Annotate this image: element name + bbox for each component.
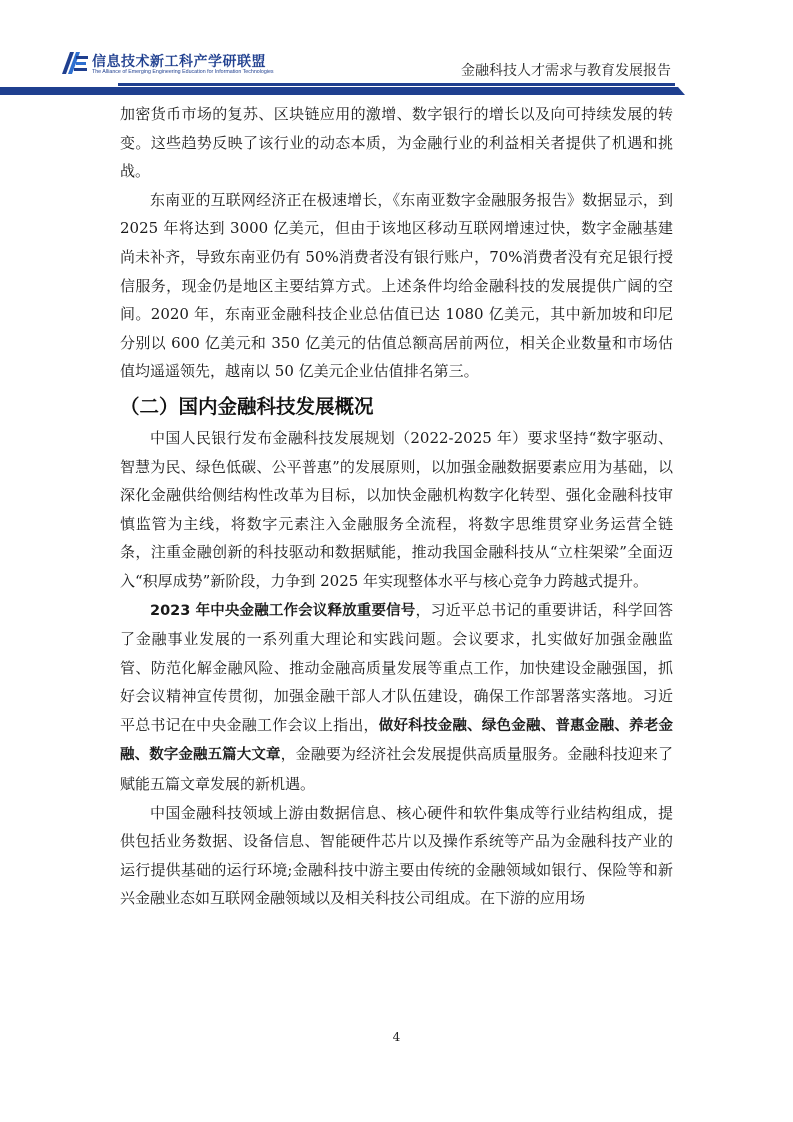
paragraph-4-bold-lead: 2023 年中央金融工作会议释放重要信号 <box>150 602 416 619</box>
alliance-logo <box>60 48 274 80</box>
paragraph-2: 东南亚的互联网经济正在极速增长，《东南亚数字金融服务报告》数据显示，到 2025 年将达到 3000 亿美元，但由于该地区移动互联网增速过快，数字金融基建尚未补齐，导致东南亚仍有 50%消费者没有银行账户，70%消费者没有充足银行授信服务，现金仍是地区主要结算方式。上述条件均给金融科技的发展提供广阔的空间。2020 年，东南亚金融科技企业总估值已达 1080 亿美元，其中新加坡和印尼分别以 600 亿美元和 350 亿美元的估值总额高居前两位，相关企业数量和市场估值均遥遥领先，越南以 50 亿美元企业估值排名第三。 <box>120 190 673 381</box>
header-rule-tail <box>675 87 685 95</box>
paragraph-4 <box>120 596 673 799</box>
logo-english-name: The Alliance of Emerging Engineering Education for Information Technologies <box>92 69 274 75</box>
logo-chinese-name: 信息技术新工科产学研联盟 <box>92 54 266 70</box>
paragraph-4-text-b: ，金融要为经济社会发展提供高质量服务。金融科技迎来了赋能五篇文章发展的新机遇。 <box>120 745 674 794</box>
alliance-logo-icon <box>60 50 90 76</box>
report-title: 金融科技人才需求与教育发展报告 <box>461 63 671 79</box>
paragraph-5: 中国金融科技领域上游由数据信息、核心硬件和软件集成等行业结构组成，提供包括业务数据、设备信息、智能硬件芯片以及操作系统等产品为金融科技产业的运行提供基础的运行环境;金融科技中游主要由传统的金融领域如银行、保险等和新兴金融业态如互联网金融领域以及相关科技公司组成。在下游的应用场 <box>120 803 673 908</box>
section-heading: （二）国内金融科技发展概况 <box>120 394 374 418</box>
page-body <box>120 100 673 913</box>
page-header <box>0 0 793 100</box>
header-rule-thin <box>118 83 675 86</box>
paragraph-3: 中国人民银行发布金融科技发展规划（2022-2025 年）要求坚持“数字驱动、智慧为民、绿色低碳、公平普惠”的发展原则，以加强金融数据要素应用为基础，以深化金融供给侧结构性改革为目标，以加快金融机构数字化转型、强化金融科技审慎监管为主线，将数字元素注入金融服务全流程，将数字思维贯穿业务运营全链条，注重金融创新的科技驱动和数据赋能，推动我国金融科技从“立柱架梁”全面迈入“积厚成势”新阶段，力争到 2025 年实现整体水平与核心竞争力跨越式提升。 <box>120 428 673 590</box>
header-rule-thick <box>0 87 675 95</box>
paragraph-4-text-a: ，习近平总书记的重要讲话，科学回答了金融事业发展的一系列重大理论和实践问题。会议要求，扎实做好加强金融监管、防范化解金融风险、推动金融高质量发展等重点工作，加快建设金融强国，抓好会议精神宣传贯彻，加强金融干部人才队伍建设，确保工作部署落实落地。习近平总书记在中央金融工作会议上指出， <box>120 600 673 734</box>
paragraph-4-bold-mid: 做好科技金融、绿色金融、普惠金融、养老金融、数字金融五篇大文章 <box>120 717 673 764</box>
page-number: 4 <box>392 1030 401 1044</box>
paragraph-1: 加密货币市场的复苏、区块链应用的激增、数字银行的增长以及向可持续发展的转变。这些趋势反映了该行业的动态本质，为金融行业的利益相关者提供了机遇和挑战。 <box>120 105 673 181</box>
